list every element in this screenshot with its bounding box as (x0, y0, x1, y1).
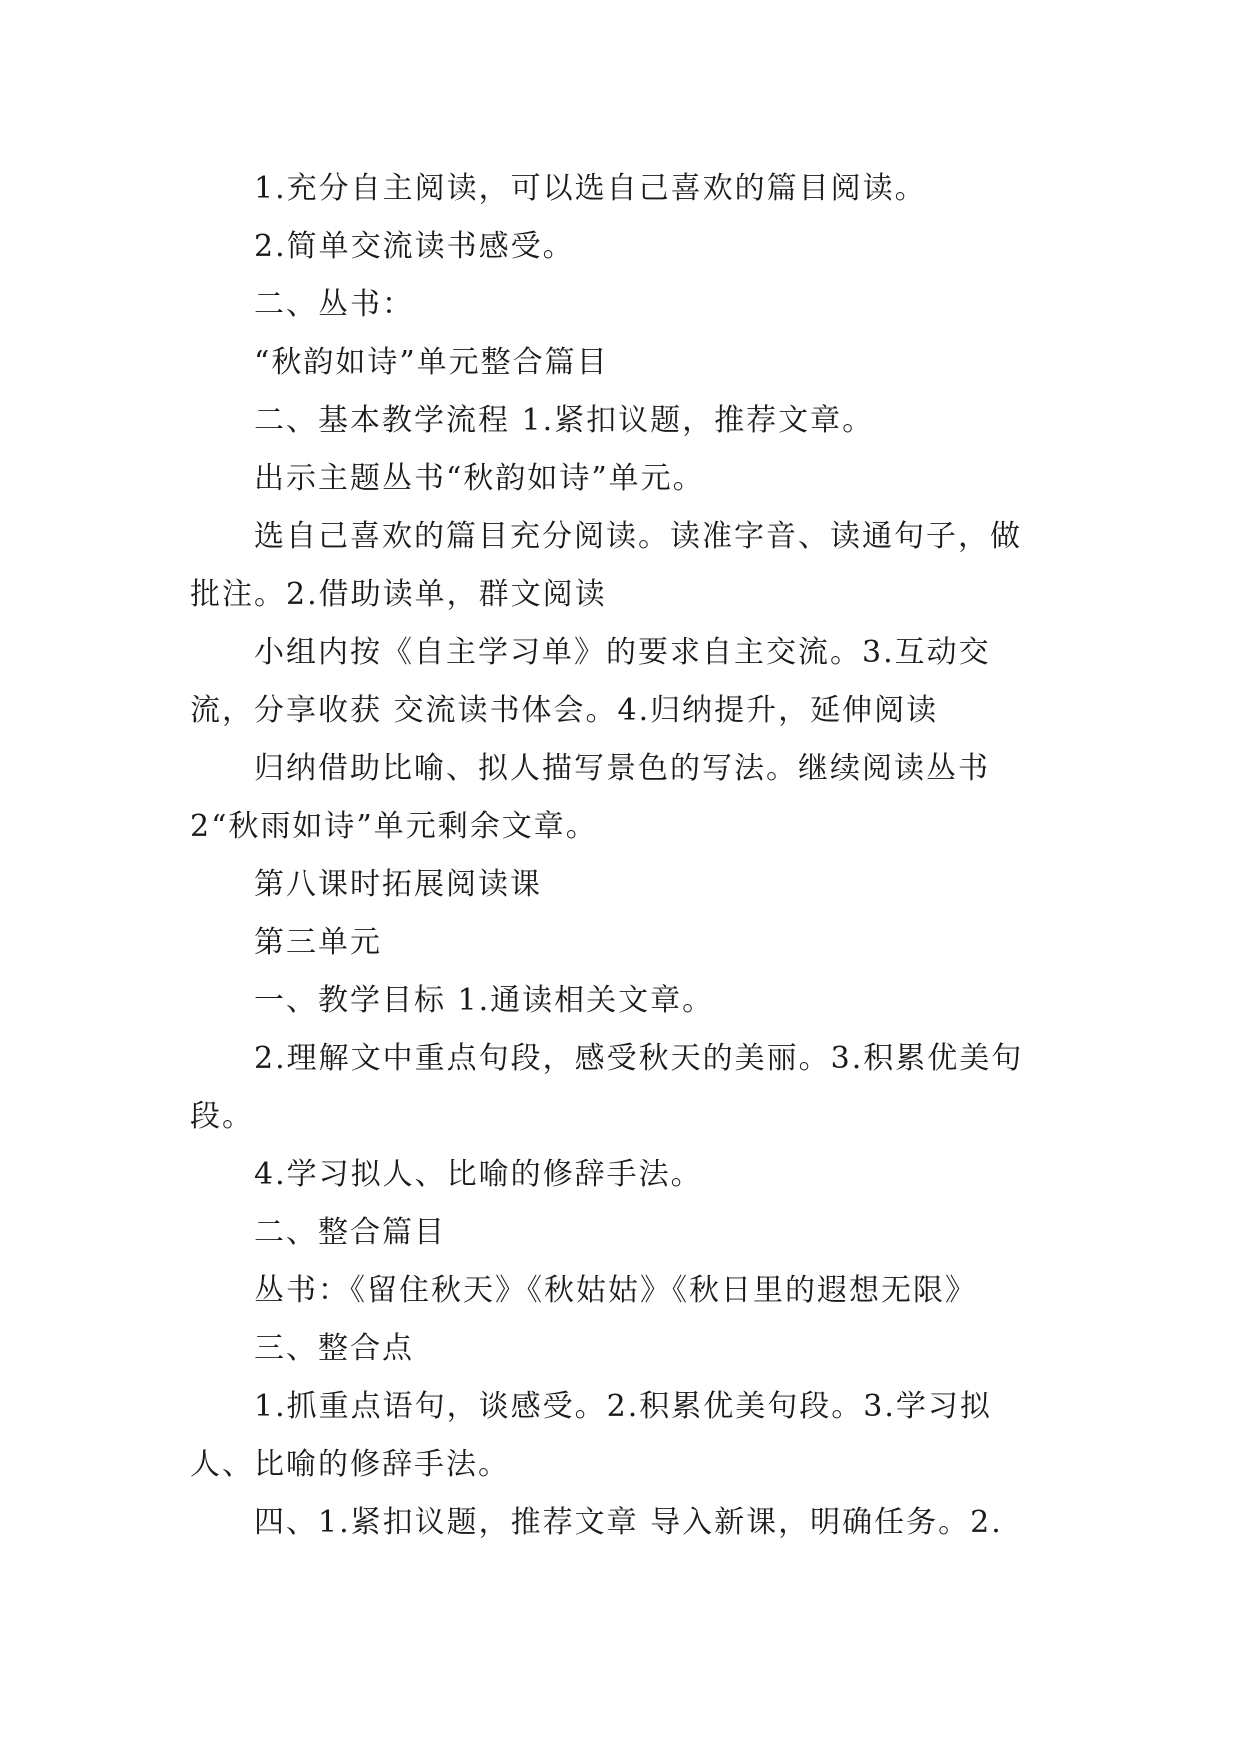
paragraph-13: 2.理解文中重点句段，感受秋天的美丽。3.积累优美句段。 (190, 1041, 1024, 1134)
paragraph-7: 选自己喜欢的篇目充分阅读。读准字音、读通句子，做批注。2.借助读单，群文阅读 (190, 519, 1022, 612)
paragraph-4: “秋韵如诗”单元整合篇目 (254, 345, 609, 380)
paragraph-14: 4.学习拟人、比喻的修辞手法。 (254, 1157, 703, 1192)
paragraph-1: 1.充分自主阅读，可以选自己喜欢的篇目阅读。 (254, 171, 927, 206)
paragraph-19: 四、1.紧扣议题，推荐文章 导入新课，明确任务。2. (254, 1505, 1003, 1540)
paragraph-3: 二、丛书： (254, 287, 414, 322)
paragraph-5: 二、基本教学流程 1.紧扣议题，推荐文章。 (254, 403, 875, 438)
paragraph-11: 第三单元 (254, 925, 382, 960)
paragraph-15: 二、整合篇目 (254, 1215, 446, 1250)
paragraph-2: 2.简单交流读书感受。 (254, 229, 575, 264)
paragraph-18: 1.抓重点语句，谈感受。2.积累优美句段。3.学习拟人、比喻的修辞手法。 (190, 1389, 992, 1482)
paragraph-9: 归纳借助比喻、拟人描写景色的写法。继续阅读丛书2“秋雨如诗”单元剩余文章。 (190, 751, 990, 844)
paragraph-12: 一、教学目标 1.通读相关文章。 (254, 983, 715, 1018)
paragraph-17: 三、整合点 (254, 1331, 414, 1366)
paragraph-10: 第八课时拓展阅读课 (254, 867, 542, 902)
paragraph-6: 出示主题丛书“秋韵如诗”单元。 (254, 461, 705, 496)
paragraph-8: 小组内按《自主学习单》的要求自主交流。3.互动交流，分享收获 交流读书体会。4.归纳提升，延伸阅读 (190, 635, 991, 728)
document-body (190, 160, 1050, 1552)
paragraph-16: 丛书：《留住秋天》《秋姑姑》《秋日里的遐想无限》 (254, 1273, 977, 1308)
